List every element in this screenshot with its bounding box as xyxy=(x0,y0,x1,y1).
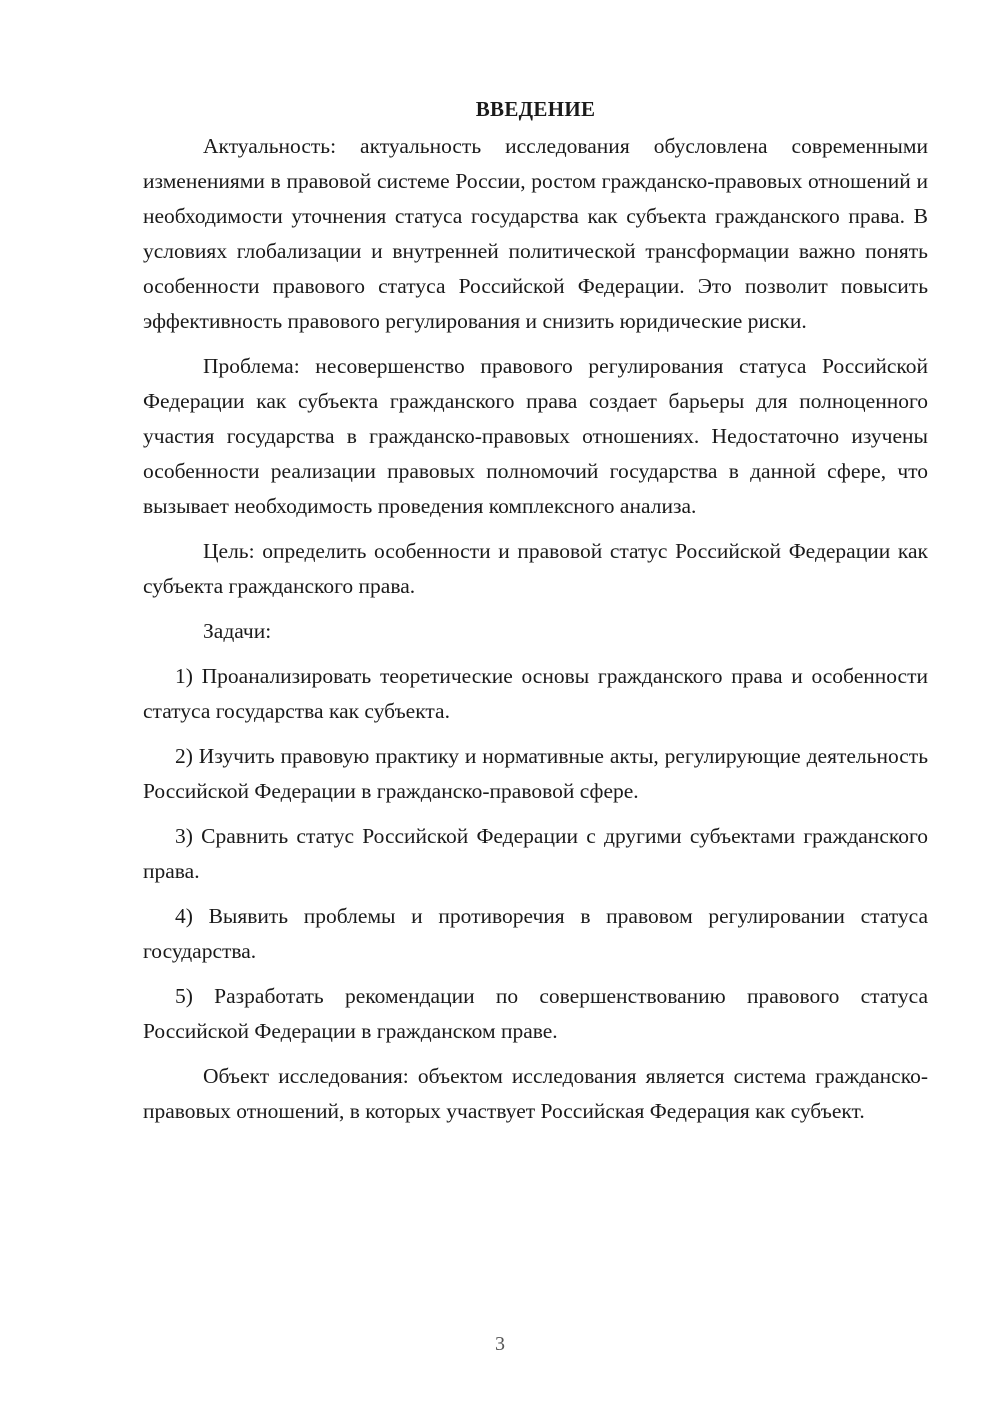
object-paragraph: Объект исследования: объектом исследования является система гражданско-правовых отношений, в которых участвует Российская Федерация как субъект. xyxy=(143,1064,928,1123)
relevance-paragraph: Актуальность: актуальность исследования обусловлена современными изменениями в правовой системе России, ростом гражданско-правовых отношений и необходимости уточнения статуса государства как субъекта гражданского права. В условиях глобализации и внутренней политической трансформации важно понять особенности правового статуса Российской Федерации. Это позволит повысить эффективность правового регулирования и снизить юридические риски. xyxy=(143,134,928,333)
goal-paragraph: Цель: определить особенности и правовой статус Российской Федерации как субъекта гражданского права. xyxy=(143,539,928,598)
problem-paragraph: Проблема: несовершенство правового регулирования статуса Российской Федерации как субъекта гражданского права создает барьеры для полноценного участия государства в гражданско-правовых отношениях. Недостаточно изучены особенности реализации правовых полномочий государства в данной сфере, что вызывает необходимость проведения комплексного анализа. xyxy=(143,354,928,518)
page-number: 3 xyxy=(495,1333,505,1355)
section-heading: ВВЕДЕНИЕ xyxy=(475,97,596,121)
task-item: 3) Сравнить статус Российской Федерации с другими субъектами гражданского права. xyxy=(143,824,928,883)
task-item: 2) Изучить правовую практику и нормативные акты, регулирующие деятельность Российской Федерации в гражданско-правовой сфере. xyxy=(143,744,928,803)
task-item: 5) Разработать рекомендации по совершенствованию правового статуса Российской Федерации в гражданском праве. xyxy=(143,984,928,1043)
document-page xyxy=(143,92,928,1139)
tasks-label: Задачи: xyxy=(203,619,272,643)
task-item: 1) Проанализировать теоретические основы гражданского права и особенности статуса государства как субъекта. xyxy=(143,664,928,723)
task-item: 4) Выявить проблемы и противоречия в правовом регулировании статуса государства. xyxy=(143,904,928,963)
